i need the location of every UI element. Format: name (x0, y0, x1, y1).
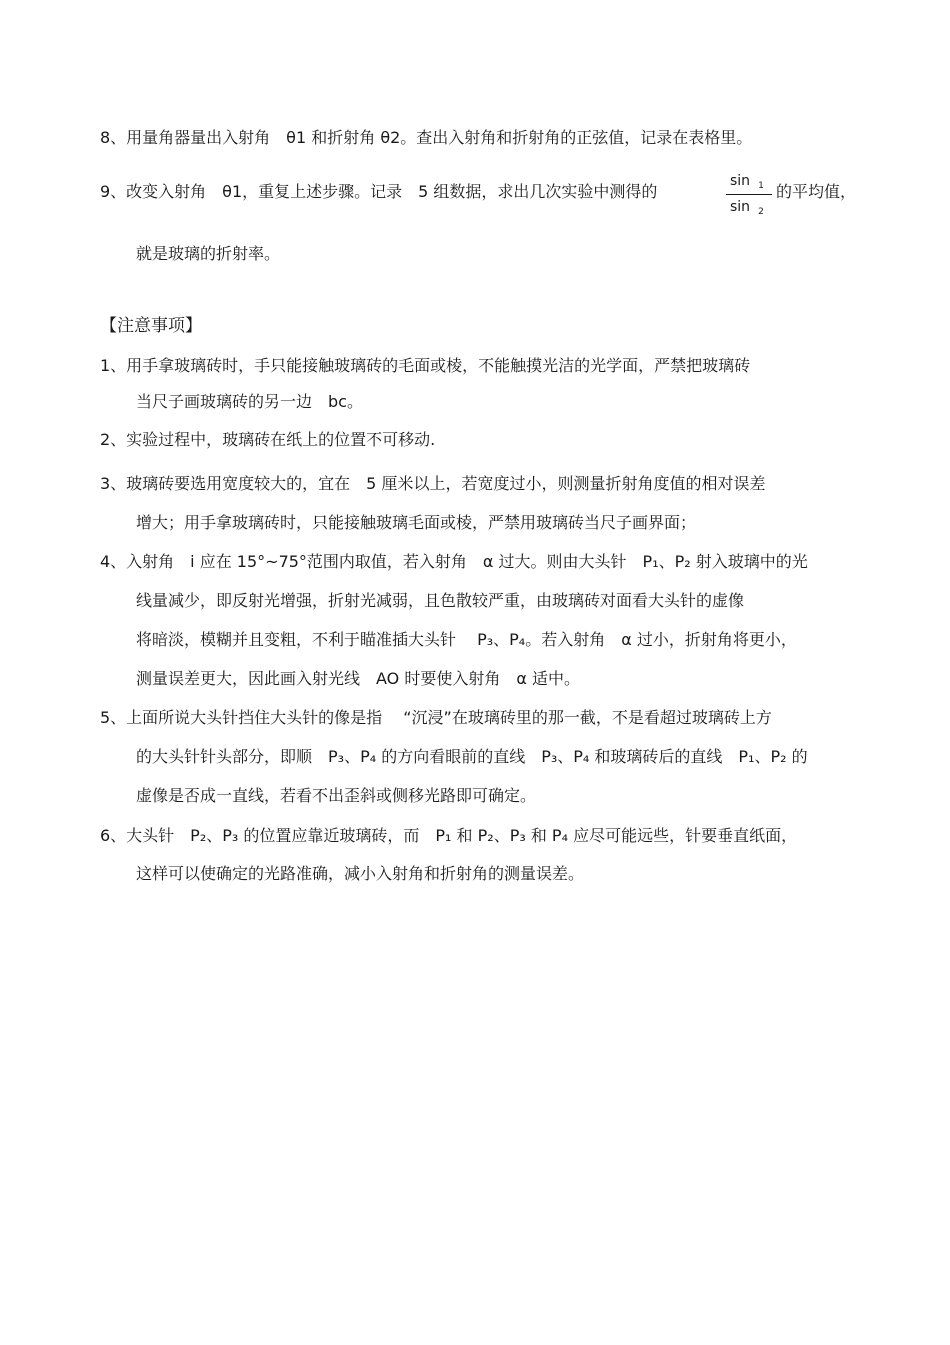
notes-heading: 【注意事项】 (100, 316, 202, 336)
fraction-bar (726, 194, 772, 195)
note-6-line-2: 这样可以使确定的光路准确，减小入射角和折射角的测量误差。 (136, 864, 585, 883)
denominator-subscript: 2 (758, 207, 764, 217)
note-3-line-2: 增大；用手拿玻璃砖时，只能接触玻璃毛面或棱，严禁用玻璃砖当尺子画界面； (136, 513, 697, 532)
fraction-denominator (730, 198, 764, 218)
note-4-line-3: 将暗淡，模糊并且变粗，不利于瞄准插大头针 P₃、P₄。若入射角 α 过小，折射角将更小， (136, 630, 797, 649)
numerator-sin: sin (730, 173, 751, 189)
fraction-numerator (730, 172, 764, 192)
note-5-line-1: 5、上面所说大头针挡住大头针的像是指 “沉浸”在玻璃砖里的那一截，不是看超过玻璃砖上方 (100, 708, 772, 727)
note-3-line-1: 3、玻璃砖要选用宽度较大的，宜在 5 厘米以上，若宽度过小，则测量折射角度值的相对误差 (100, 474, 766, 493)
note-2-line-1: 2、实验过程中，玻璃砖在纸上的位置不可移动. (100, 430, 436, 449)
note-4-line-1: 4、入射角 i 应在 15°~75°范围内取值，若入射角 α 过大。则由大头针 P₁、P₂ 射入玻璃中的光 (100, 552, 808, 571)
step-9-tail: 的平均值， (776, 182, 857, 201)
note-5-line-3: 虚像是否成一直线，若看不出歪斜或侧移光路即可确定。 (136, 786, 537, 805)
note-1-line-1: 1、用手拿玻璃砖时，手只能接触玻璃砖的毛面或棱，不能触摸光洁的光学面，严禁把玻璃砖 (100, 356, 751, 375)
numerator-subscript: 1 (758, 181, 764, 191)
sin-ratio-fraction (726, 172, 774, 220)
note-5-line-2: 的大头针针头部分，即顺 P₃、P₄ 的方向看眼前的直线 P₃、P₄ 和玻璃砖后的直线 P₁、P₂ 的 (136, 747, 808, 766)
note-1-line-2: 当尺子画玻璃砖的另一边 bc。 (136, 392, 363, 411)
note-4-line-2: 线量减少，即反射光增强，折射光减弱，且色散较严重，由玻璃砖对面看大头针的虚像 (136, 591, 745, 610)
step-9-text: 9、改变入射角 θ1，重复上述步骤。记录 5 组数据，求出几次实验中测得的 (100, 182, 658, 201)
note-6-line-1: 6、大头针 P₂、P₃ 的位置应靠近玻璃砖，而 P₁ 和 P₂、P₃ 和 P₄ 应尽可能远些，针要垂直纸面， (100, 826, 798, 845)
step-8-text: 8、用量角器量出入射角 θ1 和折射角 θ2。查出入射角和折射角的正弦值，记录在表格里。 (100, 128, 753, 147)
denominator-sin: sin (730, 199, 751, 215)
note-4-line-4: 测量误差更大，因此画入射光线 AO 时要使入射角 α 适中。 (136, 669, 580, 688)
step-9-continuation: 就是玻璃的折射率。 (136, 244, 281, 263)
